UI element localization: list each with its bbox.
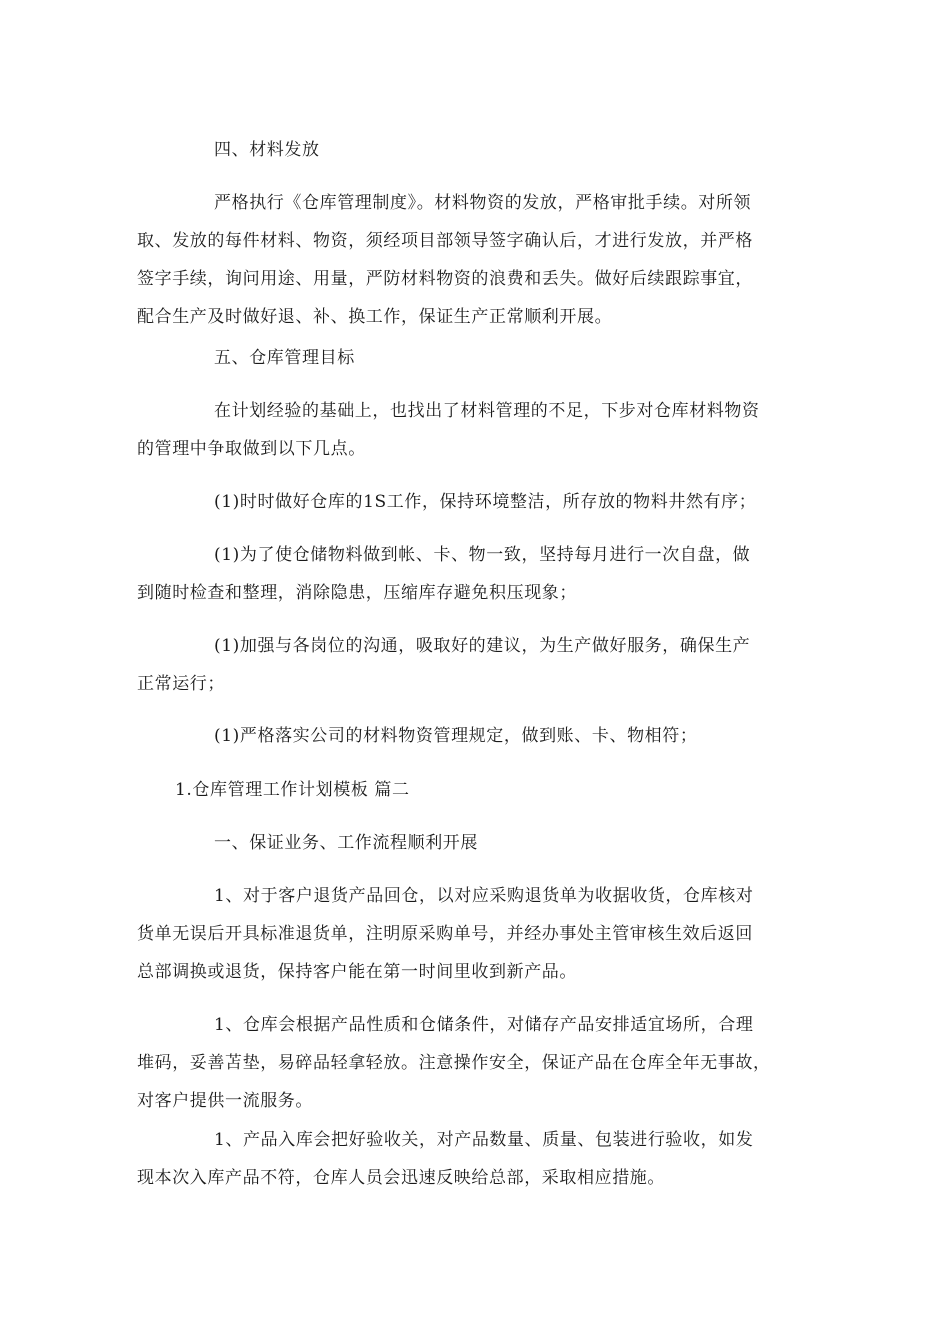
heading-business-process bbox=[137, 824, 813, 862]
text-line: 配合生产及时做好退、补、换工作，保证生产正常顺利开展。 bbox=[137, 307, 613, 327]
text-line: 五、仓库管理目标 bbox=[214, 348, 355, 368]
paragraph-returns bbox=[137, 877, 813, 991]
text-line: 对客户提供一流服务。 bbox=[137, 1091, 313, 1111]
list-item-regulations bbox=[137, 717, 813, 755]
text-line: 的管理中争取做到以下几点。 bbox=[137, 439, 366, 459]
paragraph-issuance-rules bbox=[137, 184, 813, 336]
text-line: 签字手续，询问用途、用量，严防材料物资的浪费和丢失。做好后续跟踪事宜， bbox=[137, 269, 753, 289]
list-item-1s-work bbox=[137, 483, 813, 521]
heading-warehouse-goals bbox=[137, 339, 813, 377]
text-line: 四、材料发放 bbox=[214, 140, 320, 160]
text-line: 货单无误后开具标准退货单，注明原采购单号，并经办事处主管审核生效后返回 bbox=[137, 924, 753, 944]
list-item-inventory-check bbox=[137, 536, 813, 612]
text-line: 取、发放的每件材料、物资，须经项目部领导签字确认后，才进行发放，并严格 bbox=[137, 231, 753, 251]
paragraph-goals-intro bbox=[137, 392, 813, 468]
text-line: (1)为了使仓储物料做到帐、卡、物一致，坚持每月进行一次自盘，做 bbox=[214, 545, 751, 565]
text-line: 1、对于客户退货产品回仓，以对应采购退货单为收据收货，仓库核对 bbox=[214, 886, 754, 906]
text-line: 1.仓库管理工作计划模板 篇二 bbox=[175, 780, 410, 800]
text-line: (1)加强与各岗位的沟通，吸取好的建议，为生产做好服务，确保生产 bbox=[214, 636, 751, 656]
text-line: 到随时检查和整理，消除隐患，压缩库存避免积压现象； bbox=[137, 583, 577, 603]
text-line: 在计划经验的基础上，也找出了材料管理的不足，下步对仓库材料物资 bbox=[214, 401, 760, 421]
text-line: 正常运行； bbox=[137, 674, 225, 694]
paragraph-storage bbox=[137, 1006, 813, 1120]
section-title-part-two bbox=[137, 771, 813, 809]
list-item-communication bbox=[137, 627, 813, 703]
text-line: 总部调换或退货，保持客户能在第一时间里收到新产品。 bbox=[137, 962, 577, 982]
text-line: 1、产品入库会把好验收关，对产品数量、质量、包装进行验收，如发 bbox=[214, 1130, 754, 1150]
text-line: 堆码，妥善苫垫，易碎品轻拿轻放。注意操作安全，保证产品在仓库全年无事故， bbox=[137, 1053, 771, 1073]
text-line: 一、保证业务、工作流程顺利开展 bbox=[214, 833, 478, 853]
text-line: (1)时时做好仓库的1S工作，保持环境整洁，所存放的物料井然有序； bbox=[214, 492, 757, 512]
text-line: 严格执行《仓库管理制度》。材料物资的发放，严格审批手续。对所领 bbox=[214, 193, 752, 213]
text-line: 现本次入库产品不符，仓库人员会迅速反映给总部，采取相应措施。 bbox=[137, 1168, 665, 1188]
text-line: 1、仓库会根据产品性质和仓储条件，对储存产品安排适宜场所，合理 bbox=[214, 1015, 754, 1035]
text-line: (1)严格落实公司的材料物资管理规定，做到账、卡、物相符； bbox=[214, 726, 698, 746]
paragraph-inbound-inspection bbox=[137, 1121, 813, 1197]
heading-material-issuance bbox=[137, 131, 813, 169]
